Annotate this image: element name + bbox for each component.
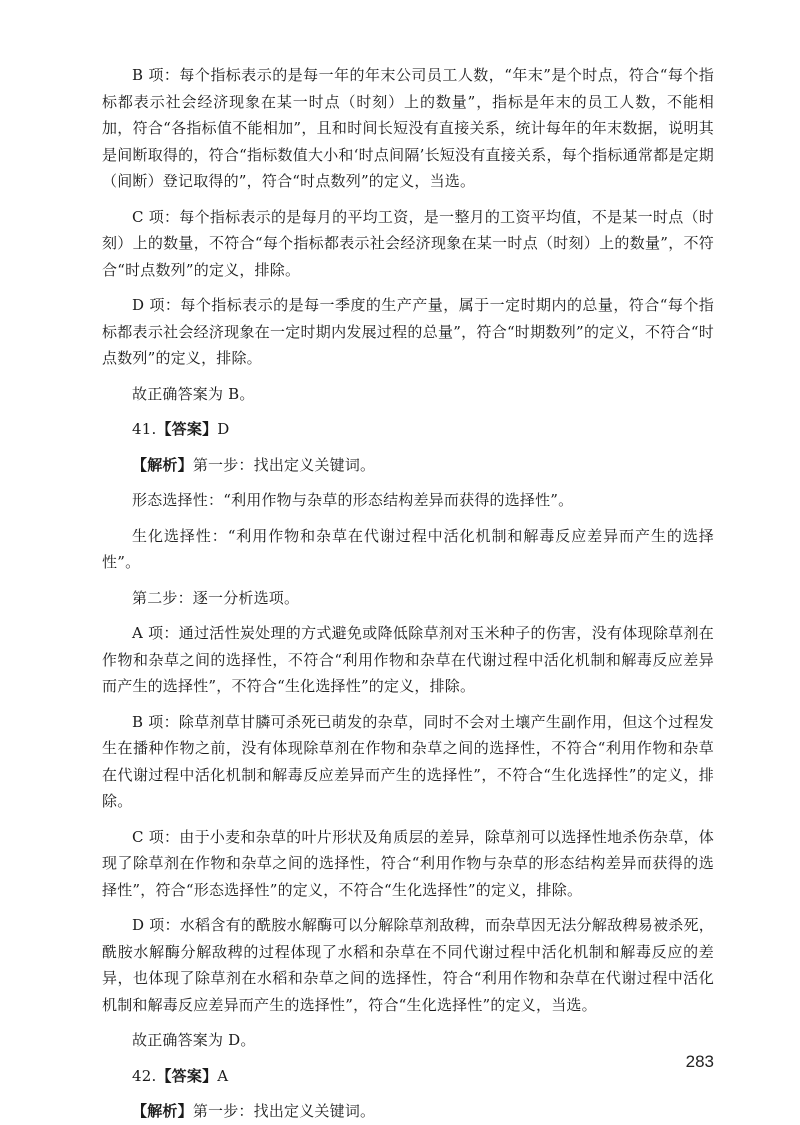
conclusion: 故正确答案为 D。 [132,1031,256,1049]
analysis-heading: 【解析】第一步：找出定义关键词。 [132,455,376,474]
definition: 形态选择性：“利用作物与杂草的形态结构差异而获得的选择性”。 [132,491,574,509]
analysis-heading: 【解析】第一步：找出定义关键词。 [132,1102,376,1120]
paragraph: D 项：水稻含有的酰胺水解酶可以分解除草剂敌稗，而杂草因无法分解敌稗易被杀死，酰胺水解酶分解敌稗的过程体现了水稻和杂草在不同代谢过程中活化机制和解毒反应的差异，也体现了除草剂在水稻和杂草之间的选择性，符合“利用作物和杂草在代谢过程中活化机制和解毒反应差异而产生的选择性”，符合“生化选择性”的定义，当选。 [102,916,714,1014]
paragraph: C 项：由于小麦和杂草的叶片形状及角质层的差异，除草剂可以选择性地杀伤杂草，体现了除草剂在作物和杂草之间的选择性，符合“利用作物与杂草的形态结构差异而获得的选择性”，符合“形态选择性”的定义，不符合“生化选择性”的定义，排除。 [102,827,714,899]
paragraph: B 项：每个指标表示的是每一年的年末公司员工人数，“年末”是个时点，符合“每个指标都表示社会经济现象在某一时点（时刻）上的数量”，指标是年末的员工人数，不能相加，符合“各指标值不能相加”，且和时间长短没有直接关系，统计每年的年末数据，说明其是间断取得的，符合“指标数值大小和‘时点间隔’长短没有直接关系，每个指标通常都是定期（间断）登记取得的”，符合“时点数列”的定义，当选。 [102,66,714,190]
paragraph: C 项：每个指标表示的是每月的平均工资，是一整月的工资平均值，不是某一时点（时刻）上的数量，不符合“每个指标都表示社会经济现象在某一时点（时刻）上的数量”，不符合“时点数列”的定义，排除。 [102,207,714,279]
paragraph: B 项：除草剂草甘膦可杀死已萌发的杂草，同时不会对土壤产生副作用，但这个过程发生在播种作物之前，没有体现除草剂在作物和杂草之间的选择性，不符合“利用作物和杂草在代谢过程中活化机制和解毒反应差异而产生的选择性”，不符合“生化选择性”的定义，排除。 [102,712,714,810]
answer-heading: 41.【答案】D [132,420,230,438]
step-heading: 第二步：逐一分析选项。 [132,588,300,607]
definition: 生化选择性：“利用作物和杂草在代谢过程中活化机制和解毒反应差异而产生的选择性”。 [102,526,714,571]
paragraph: D 项：每个指标表示的是每一季度的生产产量，属于一定时期内的总量，符合“每个指标都表示社会经济现象在一定时期内发展过程的总量”，符合“时期数列”的定义，不符合“时点数列”的定义，排除。 [102,296,714,367]
conclusion: 故正确答案为 B。 [132,384,255,403]
paragraph: A 项：通过活性炭处理的方式避免或降低除草剂对玉米种子的伤害，没有体现除草剂在作物和杂草之间的选择性，不符合“利用作物和杂草在代谢过程中活化机制和解毒反应差异而产生的选择性”，不符合“生化选择性”的定义，排除。 [102,624,714,695]
body-text [102,62,714,1125]
page-number: 283 [685,1052,714,1071]
answer-heading: 42.【答案】A [132,1066,229,1085]
